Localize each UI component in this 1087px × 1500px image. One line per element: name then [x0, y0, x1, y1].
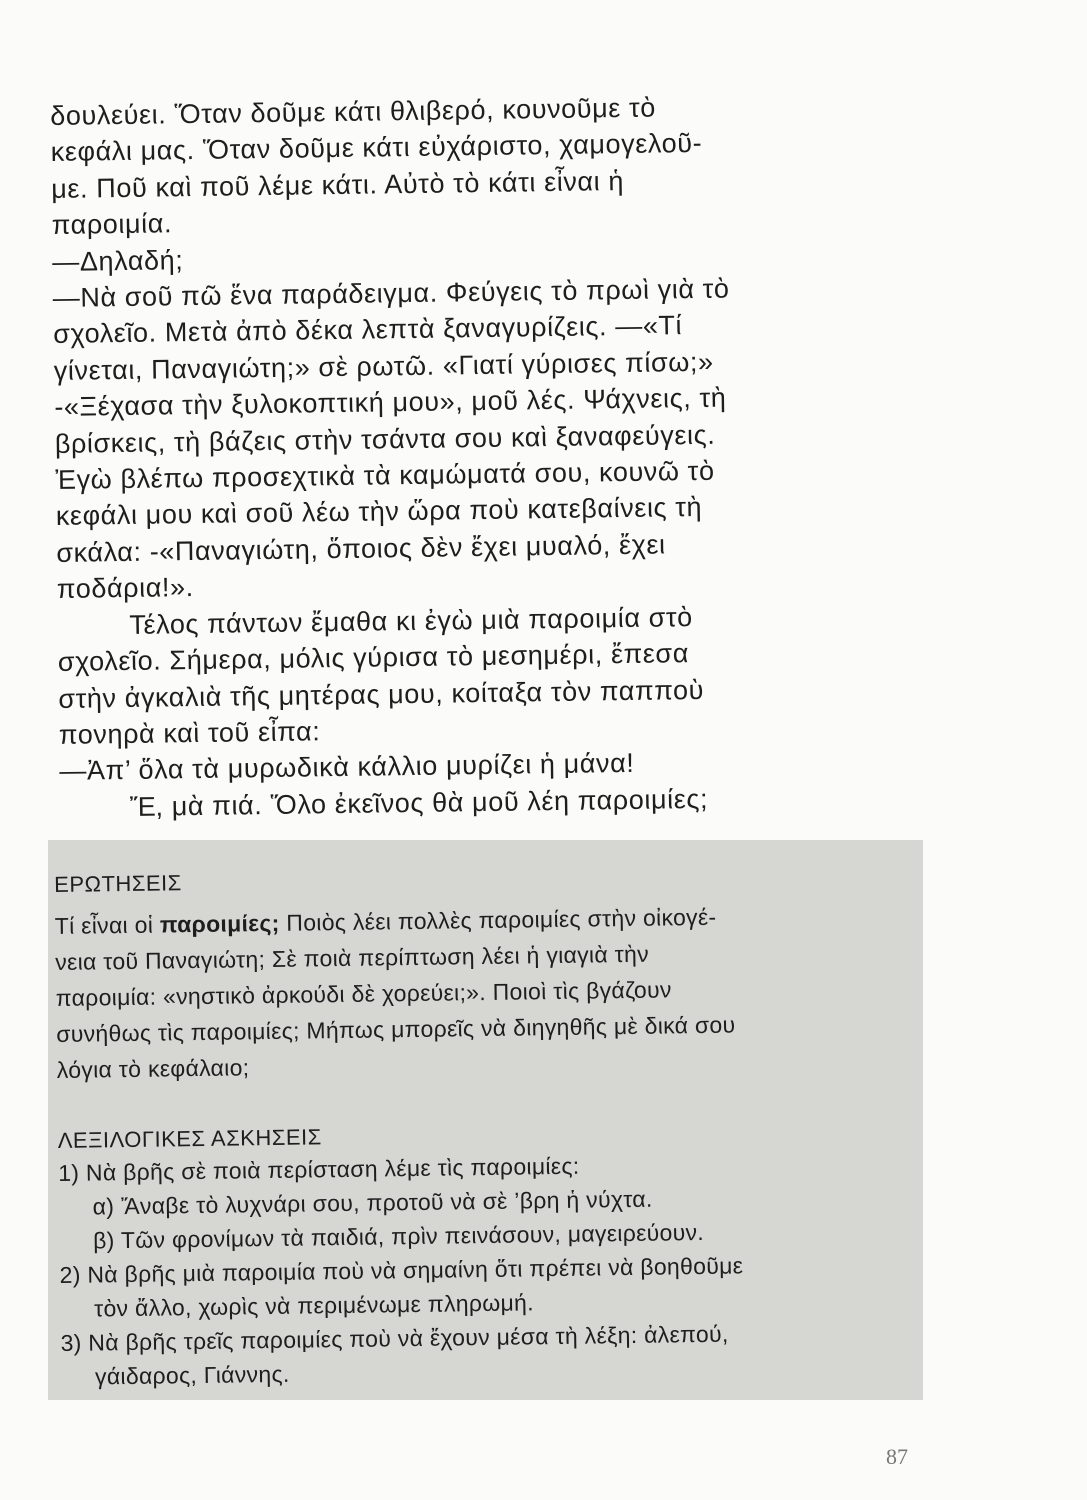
text-line: με. Ποῦ καὶ ποῦ λέμε κάτι. Αὐτὸ τὸ κάτι εἶναι ἡ — [51, 165, 625, 204]
text-line: στὴν ἀγκαλιὰ τῆς μητέρας μου, κοίταξα τὸν παπποὺ — [58, 674, 705, 714]
question-line: νεια τοῦ Παναγιώτη; Σὲ ποιὰ περίπτωση λέει ἡ γιαγιὰ τὴν — [55, 940, 650, 975]
main-text — [50, 86, 920, 826]
text-line: —Δηλαδή; — [52, 244, 184, 277]
exercise-line: 3) Νὰ βρῆς τρεῖς παροιμίες ποὺ νὰ ἔχουν μέσα τὴ λέξη: ἀλεπού, — [60, 1320, 729, 1356]
question-line: λόγια τὸ κεφάλαιο; — [56, 1054, 250, 1083]
exercise-line: γάιδαρος, Γιάννης. — [94, 1360, 290, 1390]
text-line: γίνεται, Παναγιώτη;» σὲ ρωτῶ. «Γιατί γύρισες πίσω;» — [53, 346, 714, 386]
page-number: 87 — [886, 1444, 908, 1469]
text-line: κεφάλι μας. Ὅταν δοῦμε κάτι εὐχάριστο, χαμογελοῦ- — [50, 128, 703, 168]
text-line: -«Ξέχασα τὴν ξυλοκοπτική μου», μοῦ λές. Ψάχνεις, τὴ — [54, 382, 727, 423]
text-line: κεφάλι μου καὶ σοῦ λέω τὴν ὥρα ποὺ κατεβαίνεις τὴ — [55, 492, 703, 532]
exercise-list — [58, 1144, 921, 1394]
text-line: δουλεύει. Ὅταν δοῦμε κάτι θλιβερό, κουνοῦμε τὸ — [50, 92, 657, 131]
text-line: βρίσκεις, τὴ βάζεις στὴν τσάντα σου καὶ ξαναφεύγεις. — [54, 419, 716, 459]
text-line: —Νὰ σοῦ πῶ ἕνα παράδειγμα. Φεύγεις τὸ πρωὶ γιὰ τὸ — [52, 273, 730, 314]
exercises-heading: ΛΕΞΙΛΟΓΙΚΕΣ ΑΣΚΗΣΕΙΣ — [57, 1124, 322, 1153]
text-line: σκάλα: -«Παναγιώτη, ὅποιος δὲν ἔχει μυαλό, ἔχει — [56, 529, 666, 568]
question-line: συνήθως τὶς παροιμίες; Μήπως μπορεῖς νὰ διηγηθῆς μὲ δικά σου — [56, 1011, 736, 1047]
exercise-line: 2) Νὰ βρῆς μιὰ παροιμία ποὺ νὰ σημαίνη ὅτι πρέπει νὰ βοηθοῦμε — [59, 1252, 744, 1288]
text-line: παροιμία. — [51, 208, 173, 241]
text-line: Τέλος πάντων ἔμαθα κι ἐγὼ μιὰ παροιμία στὸ — [129, 601, 693, 640]
text-line: Ἔ, μὰ πιά. Ὅλο ἐκεῖνος θὰ μοῦ λέη παροιμίες; — [129, 783, 709, 822]
text-line: πονηρὰ καὶ τοῦ εἶπα: — [58, 716, 321, 750]
exercise-line: τὸν ἄλλο, χωρὶς νὰ περιμένωμε πληρωμή. — [93, 1289, 535, 1322]
bold-term: παροιμίες; — [159, 909, 280, 938]
text-line: —Ἀπ’ ὅλα τὰ μυρωδικὰ κάλλιο μυρίζει ἡ μάνα! — [59, 748, 635, 787]
exercise-box-content — [54, 860, 921, 1394]
text-line: ποδάρια!». — [56, 572, 194, 605]
exercise-line: β) Τῶν φρονίμων τὰ παιδιά, πρὶν πεινάσουν, μαγειρεύουν. — [92, 1218, 705, 1254]
question-line: παροιμία: «νηστικὸ ἀρκούδι δὲ χορεύει;». Ποιοὶ τὶς βγάζουν — [55, 976, 672, 1011]
exercise-line: α) Ἄναβε τὸ λυχνάρι σου, προτοῦ νὰ σὲ ’βρη ἡ νύχτα. — [92, 1185, 653, 1220]
questions-heading: ΕΡΩΤΗΣΕΙΣ — [54, 870, 182, 897]
text-line: σχολεῖο. Σήμερα, μόλις γύρισα τὸ μεσημέρι, ἔπεσα — [57, 638, 690, 678]
text-line: σχολεῖο. Μετὰ ἀπὸ δέκα λεπτὰ ξαναγυρίζεις. —«Τί — [53, 310, 683, 350]
question-text: Ποιὸς λέει πολλὲς παροιμίες στὴν οἰκογέ- — [279, 903, 717, 936]
question-text: Τί εἶναι οἱ — [54, 911, 161, 939]
exercise-line: 1) Νὰ βρῆς σὲ ποιὰ περίσταση λέμε τὶς παροιμίες: — [58, 1152, 580, 1186]
text-line: Ἐγὼ βλέπω προσεχτικὰ τὰ καμώματά σου, κουνῶ τὸ — [55, 455, 715, 496]
